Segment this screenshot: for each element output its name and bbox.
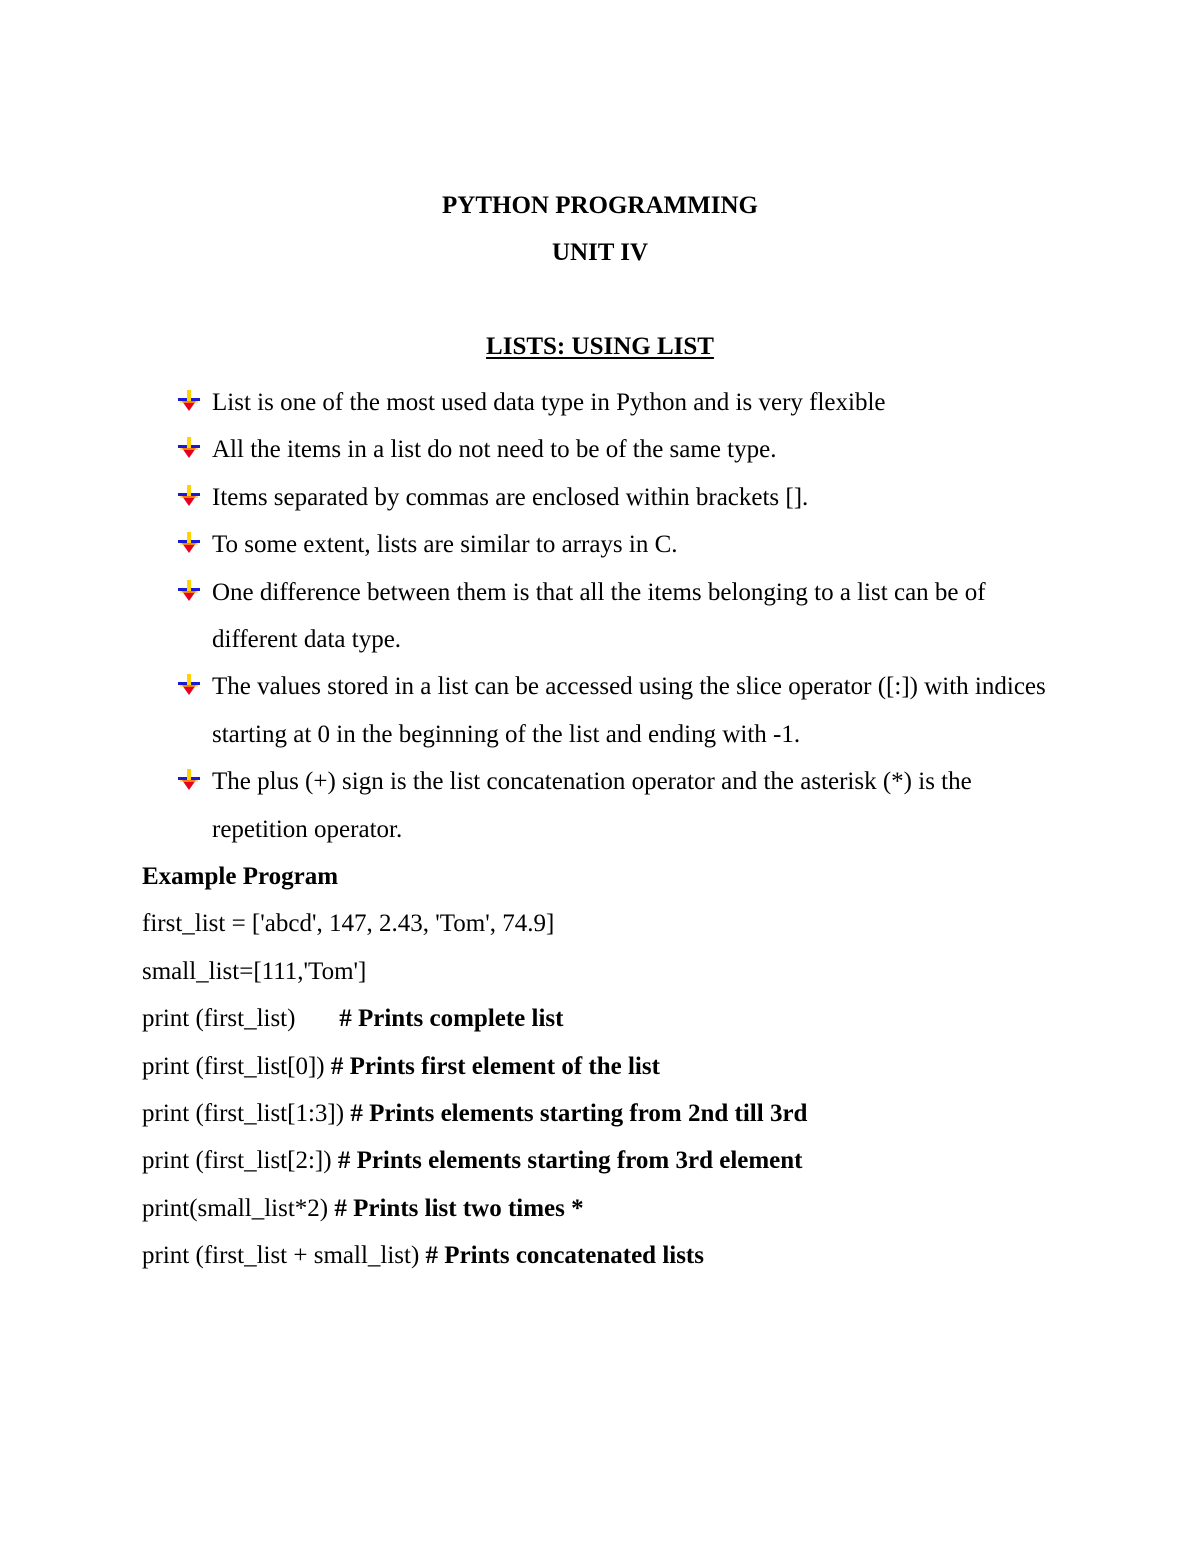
code-text: print (first_list): [142, 1005, 340, 1033]
code-comment: # Prints complete list: [339, 1005, 564, 1033]
down-arrow-bullet-icon: [178, 674, 200, 696]
down-arrow-bullet-icon: [178, 580, 200, 602]
bullet-text: The plus (+) sign is the list concatenation operator and the asterisk (*) is the repetition operator.: [212, 768, 972, 843]
code-line: [142, 995, 1092, 1042]
bullet-text: To some extent, lists are similar to arrays in C.: [212, 531, 678, 559]
code-text: print (first_list[1:3]): [142, 1100, 351, 1128]
list-item: [172, 426, 1072, 473]
bullet-list: [172, 379, 1072, 853]
document-title: PYTHON PROGRAMMING: [442, 192, 758, 219]
list-item: [172, 569, 1072, 664]
down-arrow-bullet-icon: [178, 532, 200, 554]
bullet-text: All the items in a list do not need to be of the same type.: [212, 436, 777, 464]
example-program: [142, 853, 1092, 1280]
code-line: [142, 1232, 1092, 1279]
code-line: [142, 900, 1092, 947]
code-line: [142, 1137, 1092, 1184]
list-item: [172, 758, 1072, 853]
bullet-text: The values stored in a list can be accessed using the slice operator ([:]) with indices starting at 0 in the beginning of the list and ending with -1.: [212, 673, 1046, 748]
code-comment: # Prints elements starting from 2nd till 3rd: [350, 1100, 808, 1128]
section-heading: LISTS: USING LIST: [486, 333, 714, 360]
list-item: [172, 379, 1072, 426]
unit-label: UNIT IV: [551, 239, 649, 266]
list-item: [172, 663, 1072, 758]
down-arrow-bullet-icon: [178, 769, 200, 791]
bullet-text: One difference between them is that all the items belonging to a list can be of different data type.: [212, 578, 986, 654]
code-line: [142, 1185, 1092, 1232]
bullet-text: List is one of the most used data type in Python and is very flexible: [212, 389, 886, 416]
code-text: print(small_list*2): [142, 1194, 335, 1222]
example-heading: Example Program: [142, 863, 339, 890]
down-arrow-bullet-icon: [178, 390, 200, 412]
code-text: print (first_list[2:]): [142, 1147, 338, 1175]
code-line: [142, 948, 1092, 995]
code-line: [142, 1043, 1092, 1090]
code-comment: # Prints elements starting from 3rd element: [337, 1147, 803, 1175]
down-arrow-bullet-icon: [178, 485, 200, 507]
code-comment: # Prints list two times *: [334, 1194, 584, 1222]
code-text: print (first_list[0]): [142, 1052, 331, 1080]
code-line: [142, 1090, 1092, 1137]
down-arrow-bullet-icon: [178, 437, 200, 459]
code-comment: # Prints first element of the list: [330, 1052, 660, 1080]
bullet-text: Items separated by commas are enclosed within brackets [].: [212, 483, 809, 511]
list-item: [172, 521, 1072, 568]
list-item: [172, 474, 1072, 521]
code-text: first_list = ['abcd', 147, 2.43, 'Tom', 74.9]: [142, 910, 555, 938]
code-text: small_list=[111,'Tom']: [142, 957, 367, 985]
code-comment: # Prints concatenated lists: [425, 1242, 704, 1270]
code-text: print (first_list + small_list): [142, 1242, 426, 1270]
